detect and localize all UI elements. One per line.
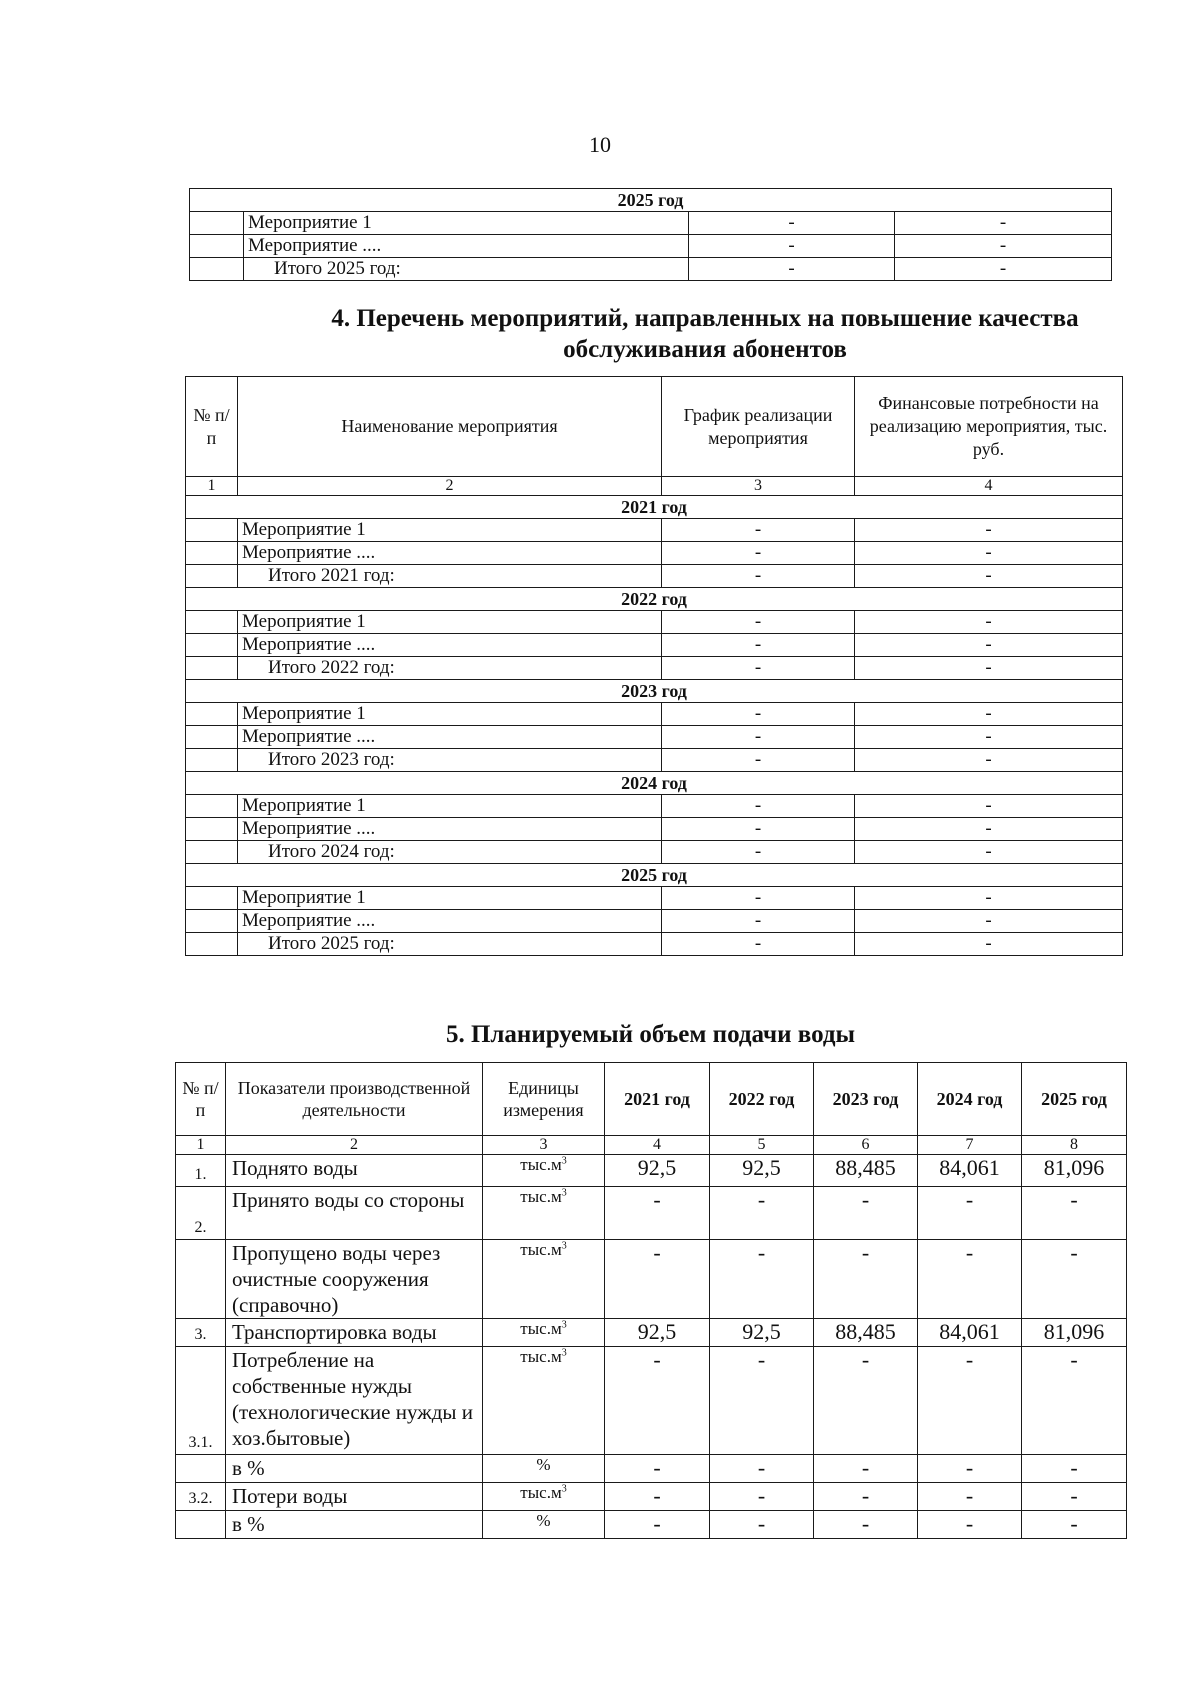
col-header-year: 2023 год bbox=[814, 1063, 918, 1136]
value-cell: - bbox=[918, 1483, 1022, 1511]
indicator-name: Пропущено воды через очистные сооружения (справочно) bbox=[226, 1240, 483, 1319]
table-row: Мероприятие 1 - - bbox=[190, 212, 1112, 235]
value-cell: - bbox=[814, 1455, 918, 1483]
section-4-title: 4. Перечень мероприятий, направленных на повышение качества обслуживания абонентов bbox=[331, 305, 1079, 363]
value-cell: - bbox=[710, 1483, 814, 1511]
value-cell: - bbox=[918, 1347, 1022, 1455]
indicator-name: Потребление на собственные нужды (технологические нужды и хоз.бытовые) bbox=[226, 1347, 483, 1455]
total-row: Итого 2025 год: - - bbox=[190, 258, 1112, 281]
year-header: 2025 год bbox=[186, 864, 1123, 887]
col-header-finance: Финансовые потребности на реализацию мероприятия, тыс. руб. bbox=[855, 377, 1123, 477]
year-block-2021: 2021 год Мероприятие 1 - - Мероприятие .... - - Итого 2021 год: - - bbox=[186, 496, 1123, 588]
value-cell: - bbox=[918, 1240, 1022, 1319]
col-header-year: 2025 год bbox=[1022, 1063, 1127, 1136]
table-row bbox=[176, 1319, 1127, 1347]
year-header: 2025 год bbox=[190, 189, 1112, 212]
col-header-indicator: Показатели производственной деятельности bbox=[226, 1063, 483, 1136]
value-cell: - bbox=[918, 1455, 1022, 1483]
year-block-2025: 2025 год Мероприятие 1 - - Мероприятие .... - - Итого 2025 год: - - bbox=[186, 864, 1123, 956]
value-cell: - bbox=[605, 1240, 710, 1319]
table-row bbox=[176, 1155, 1127, 1187]
col-header-schedule: График реализации мероприятия bbox=[662, 377, 855, 477]
indicator-name: Транспортировка воды bbox=[226, 1319, 483, 1347]
value-cell: 81,096 bbox=[1022, 1155, 1127, 1187]
previous-table bbox=[189, 188, 1112, 281]
unit-cell: $тыс.м^3$ bbox=[483, 1483, 605, 1511]
section-5-title: 5. Планируемый объем подачи воды bbox=[445, 1021, 856, 1048]
value-cell: - bbox=[1022, 1455, 1127, 1483]
value-cell: - bbox=[1022, 1240, 1127, 1319]
value-cell: - bbox=[605, 1347, 710, 1455]
unit-cell: % bbox=[483, 1455, 605, 1483]
col-header-name: Наименование мероприятия bbox=[238, 377, 662, 477]
row-index bbox=[176, 1455, 226, 1483]
value-cell: - bbox=[710, 1240, 814, 1319]
row-index bbox=[176, 1511, 226, 1539]
row-index: 1. bbox=[176, 1155, 226, 1187]
value-cell: - bbox=[1022, 1483, 1127, 1511]
value-cell: 92,5 bbox=[710, 1155, 814, 1187]
row-index: 3.2. bbox=[176, 1483, 226, 1511]
table-row bbox=[176, 1187, 1127, 1240]
value-cell: - bbox=[1022, 1511, 1127, 1539]
value-cell: - bbox=[605, 1455, 710, 1483]
table-row bbox=[176, 1483, 1127, 1511]
value-cell: 88,485 bbox=[814, 1319, 918, 1347]
year-block-2023: 2023 год Мероприятие 1 - - Мероприятие .... - - Итого 2023 год: - - bbox=[186, 680, 1123, 772]
value-cell: 92,5 bbox=[710, 1319, 814, 1347]
value-cell: - bbox=[1022, 1347, 1127, 1455]
value-cell: 88,485 bbox=[814, 1155, 918, 1187]
table-row bbox=[176, 1240, 1127, 1319]
table-row: Мероприятие .... - - bbox=[190, 235, 1112, 258]
value-cell: - bbox=[710, 1187, 814, 1240]
row-index bbox=[176, 1240, 226, 1319]
value-cell: - bbox=[710, 1455, 814, 1483]
value-cell: - bbox=[710, 1511, 814, 1539]
year-header: 2023 год bbox=[186, 680, 1123, 703]
col-header-number: № п/п bbox=[176, 1063, 226, 1136]
value-cell: 92,5 bbox=[605, 1319, 710, 1347]
value-cell: - bbox=[710, 1347, 814, 1455]
value-cell: - bbox=[814, 1511, 918, 1539]
value-cell: - bbox=[814, 1483, 918, 1511]
value-cell: - bbox=[814, 1347, 918, 1455]
value-cell: 92,5 bbox=[605, 1155, 710, 1187]
unit-cell: $тыс.м^3$ bbox=[483, 1155, 605, 1187]
year-block-2024: 2024 год Мероприятие 1 - - Мероприятие .... - - Итого 2024 год: - - bbox=[186, 772, 1123, 864]
unit-cell: $тыс.м^3$ bbox=[483, 1187, 605, 1240]
value-cell: - bbox=[918, 1511, 1022, 1539]
page-number: 10 bbox=[589, 132, 611, 157]
unit-cell: $тыс.м^3$ bbox=[483, 1347, 605, 1455]
indicator-name: Принято воды со стороны bbox=[226, 1187, 483, 1240]
value-cell: - bbox=[605, 1187, 710, 1240]
value-cell: 84,061 bbox=[918, 1155, 1022, 1187]
value-cell: - bbox=[605, 1483, 710, 1511]
unit-cell: $тыс.м^3$ bbox=[483, 1319, 605, 1347]
col-header-number: № п/п bbox=[186, 377, 238, 477]
col-header-year: 2021 год bbox=[605, 1063, 710, 1136]
row-index: 2. bbox=[176, 1187, 226, 1240]
table-row bbox=[176, 1347, 1127, 1455]
value-cell: - bbox=[605, 1511, 710, 1539]
row-index: 3. bbox=[176, 1319, 226, 1347]
value-cell: 81,096 bbox=[1022, 1319, 1127, 1347]
col-header-year: 2022 год bbox=[710, 1063, 814, 1136]
section-4-table: № п/п Наименование мероприятия График реализации мероприятия Финансовые потребности на реализацию мероприятия, тыс. руб. 1 2 3 4 2021 год Мероприятие 1 - - Мероприятие .... - - Итого 2021 год: - - 2022 год Мероприятие 1 - - Мероприятие .... - - Итого 2022 год: - - 2023 год Мероприятие 1 - - Мероприятие .... - - Итого 2023 год: - - 2024 год Мероприятие 1 - - Мероприятие .... - - Итого 2024 год: - - 2025 год Мероприятие 1 - - Мероприятие .... - - Итого 2025 год: - - bbox=[185, 376, 1123, 956]
value-cell: 84,061 bbox=[918, 1319, 1022, 1347]
value-cell: - bbox=[1022, 1187, 1127, 1240]
value-cell: - bbox=[814, 1187, 918, 1240]
table-row bbox=[176, 1511, 1127, 1539]
value-cell: - bbox=[814, 1240, 918, 1319]
row-index: 3.1. bbox=[176, 1347, 226, 1455]
section-5-table: № п/п Показатели производственной деятельности Единицы измерения 2021 год 2022 год 2023 год 2024 год 2025 год 1 2 3 4 5 6 7 8 1. Поднято воды $тыс.м^3$ 92,5 92,5 88,485 84,061 81,096 2. Принято воды со стороны $тыс.м^3$ - - - - - Пропущено воды через очистные сооружения (справочно) $тыс.м^3$ - - - - - 3. Транспортировка воды $тыс.м^3$ 92,5 92,5 88,485 84,061 81,096 3.1. Потребление на собственные нужды (технологические нужды и хоз.бытовые) $тыс.м^3$ - - - - - в % % - - - - - 3.2. Потери воды $тыс.м^3$ - - - - - в % % - - - - - bbox=[175, 1062, 1127, 1539]
year-block-2022: 2022 год Мероприятие 1 - - Мероприятие .... - - Итого 2022 год: - - bbox=[186, 588, 1123, 680]
col-header-unit: Единицы измерения bbox=[483, 1063, 605, 1136]
value-cell: - bbox=[918, 1187, 1022, 1240]
indicator-name: в % bbox=[226, 1511, 483, 1539]
unit-cell: % bbox=[483, 1511, 605, 1539]
table-row bbox=[176, 1455, 1127, 1483]
unit-cell: $тыс.м^3$ bbox=[483, 1240, 605, 1319]
indicator-name: Поднято воды bbox=[226, 1155, 483, 1187]
year-header: 2022 год bbox=[186, 588, 1123, 611]
indicator-name: в % bbox=[226, 1455, 483, 1483]
indicator-name: Потери воды bbox=[226, 1483, 483, 1511]
year-header: 2021 год bbox=[186, 496, 1123, 519]
col-header-year: 2024 год bbox=[918, 1063, 1022, 1136]
year-header: 2024 год bbox=[186, 772, 1123, 795]
